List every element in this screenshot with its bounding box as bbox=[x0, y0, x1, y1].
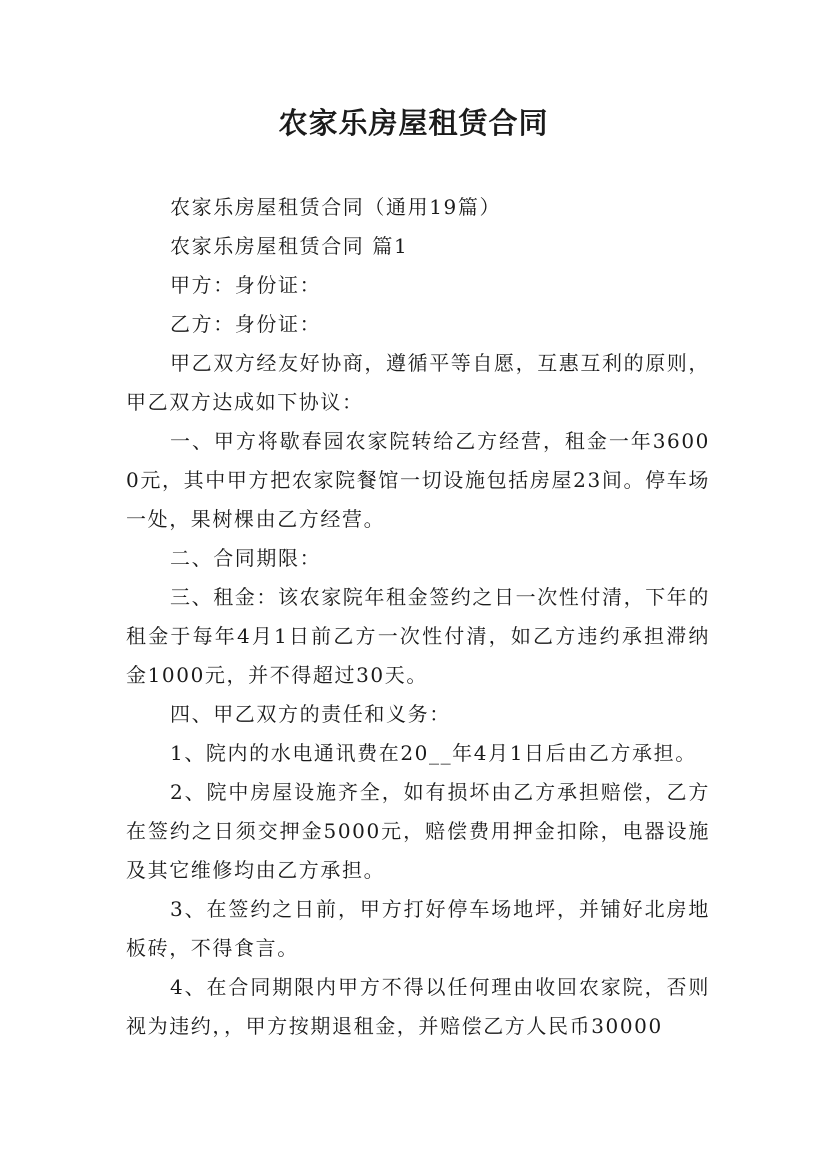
paragraph-item-1: 1、院内的水电通讯费在20__年4月1日后由乙方承担。 bbox=[170, 741, 697, 765]
paragraph-preamble: 甲乙双方经友好协商，遵循平等自愿，互惠互利的原则，甲乙双方达成如下协议： bbox=[126, 351, 710, 414]
document-body bbox=[126, 188, 710, 1046]
paragraph-item-4: 4、在合同期限内甲方不得以任何理由收回农家院，否则视为违约，，甲方按期退租金，并赔偿乙方人民币30000 bbox=[126, 975, 710, 1038]
paragraph-clause-3: 三、租金：该农家院年租金签约之日一次性付清，下年的租金于每年4月1日前乙方一次性付清，如乙方违约承担滞纳金1000元，并不得超过30天。 bbox=[126, 585, 710, 687]
paragraph-clause-4: 四、甲乙双方的责任和义务： bbox=[170, 702, 451, 726]
document-title: 农家乐房屋租赁合同 bbox=[278, 106, 549, 140]
paragraph-item-2: 2、院中房屋设施齐全，如有损坏由乙方承担赔偿，乙方在签约之日须交押金5000元，赔偿费用押金扣除，电器设施及其它维修均由乙方承担。 bbox=[126, 780, 710, 882]
paragraph-item-3: 3、在签约之日前，甲方打好停车场地坪，并铺好北房地板砖，不得食言。 bbox=[126, 897, 710, 960]
paragraph-section-heading: 农家乐房屋租赁合同 篇1 bbox=[170, 234, 409, 258]
paragraph-clause-2: 二、合同期限： bbox=[170, 546, 322, 570]
paragraph-subtitle: 农家乐房屋租赁合同（通用19篇） bbox=[170, 195, 502, 219]
paragraph-clause-1: 一、甲方将歇春园农家院转给乙方经营，租金一年36000元，其中甲方把农家院餐馆一切设施包括房屋23间。停车场一处，果树棵由乙方经营。 bbox=[126, 429, 710, 531]
paragraph-party-b: 乙方：身份证： bbox=[170, 312, 322, 336]
paragraph-party-a: 甲方：身份证： bbox=[170, 273, 322, 297]
